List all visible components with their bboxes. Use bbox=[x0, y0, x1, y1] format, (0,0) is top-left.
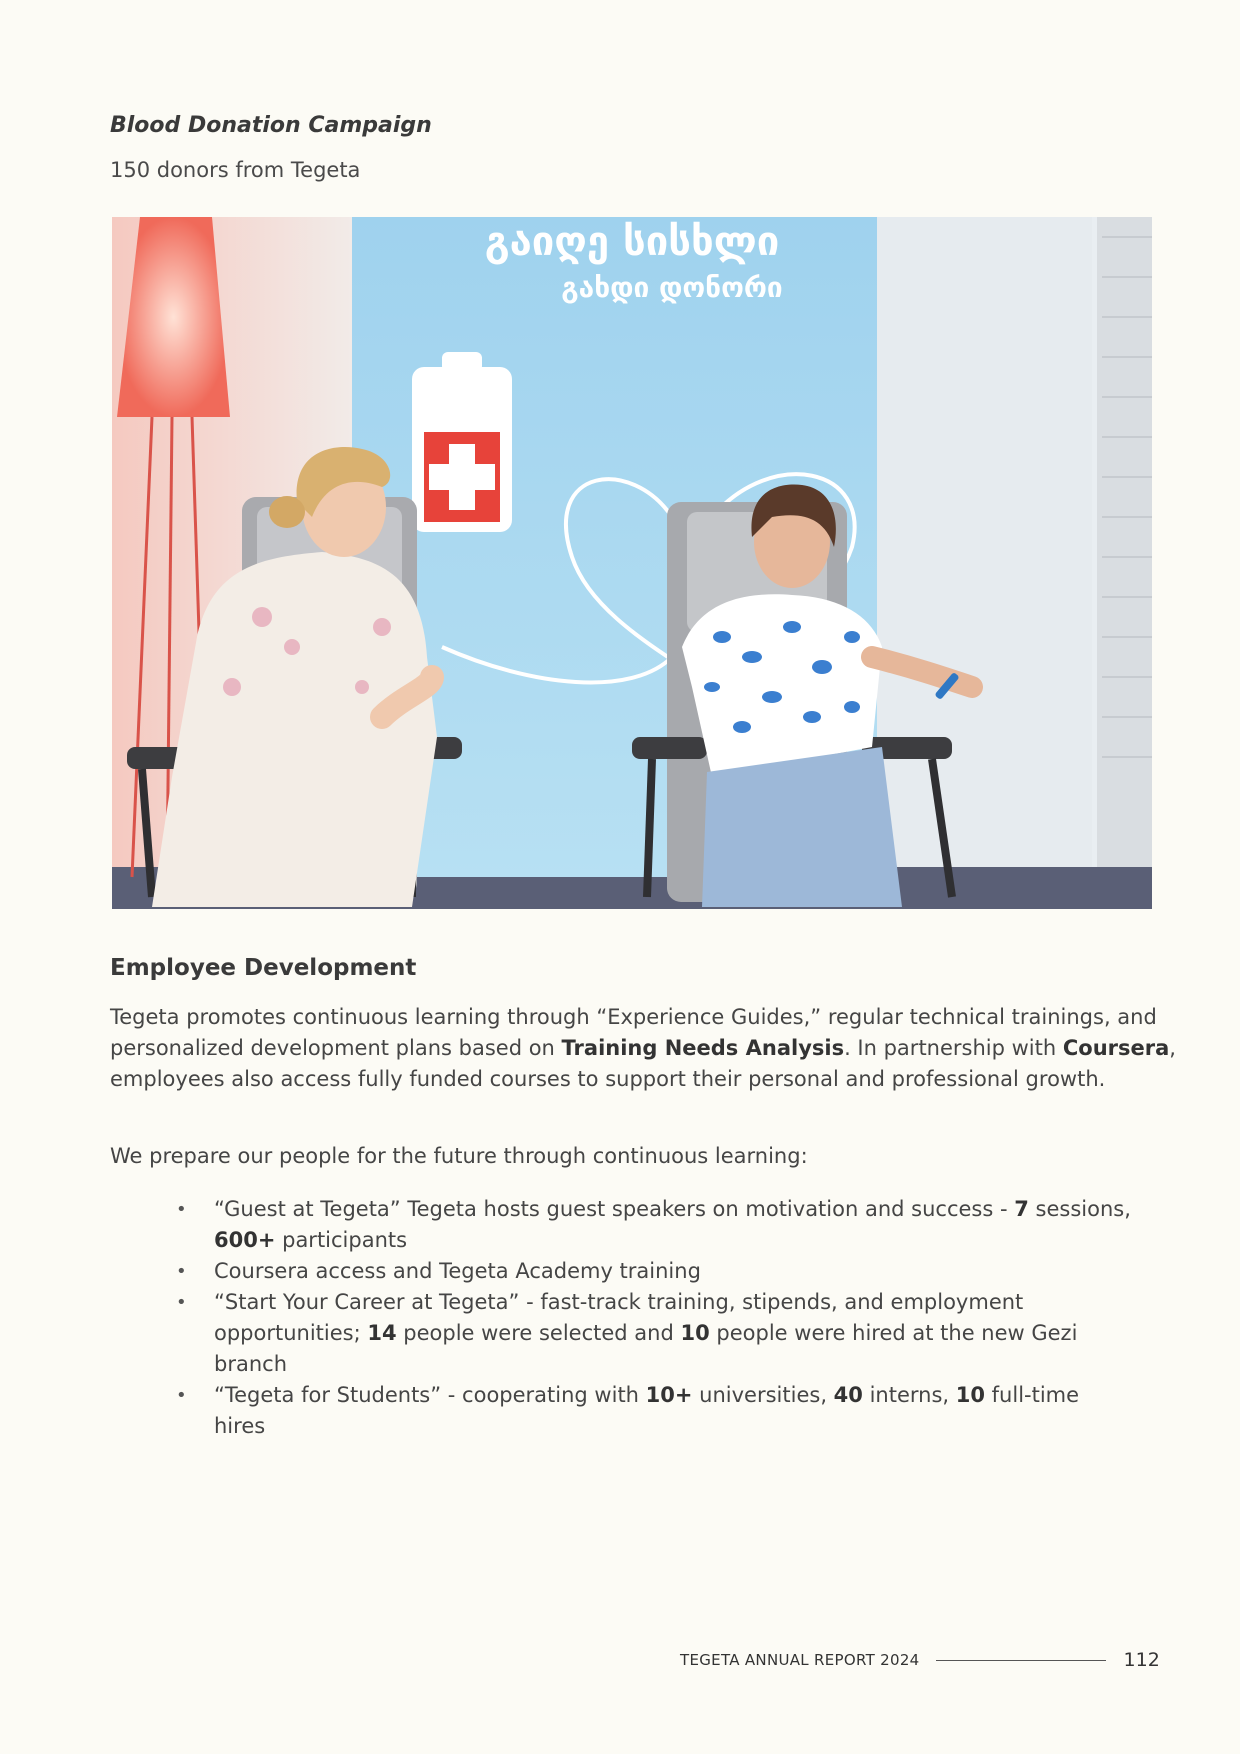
footer-report-label: TEGETA ANNUAL REPORT 2024 bbox=[680, 1651, 920, 1669]
list-item: • “Tegeta for Students” - cooperating with 10+ universities, 40 interns, 10 full-time hires bbox=[176, 1383, 1080, 1438]
campaign-heading: Blood Donation Campaign bbox=[110, 113, 432, 138]
development-paragraph: Tegeta promotes continuous learning through “Experience Guides,” regular technical trainings, and personalized development plans based on Training Needs Analysis. In partnership with Coursera, employees also access fully funded courses to support their personal and professional growth. bbox=[110, 1005, 1176, 1091]
list-item: • “Start Your Career at Tegeta” - fast-track training, stipends, and employment opportunities; 14 people were selected and 10 people were hired at the new Gezi branch bbox=[176, 1290, 1078, 1376]
list-item: • “Guest at Tegeta” Tegeta hosts guest speakers on motivation and success - 7 sessions, 600+ participants bbox=[176, 1197, 1131, 1252]
campaign-subtitle: 150 donors from Tegeta bbox=[110, 158, 361, 182]
employee-development-title: Employee Development bbox=[110, 955, 417, 981]
banner-text-line1: გაიღე სისხლი bbox=[484, 219, 780, 265]
page-footer bbox=[680, 1646, 1160, 1674]
banner-text-line2: გახდი დონორი bbox=[561, 271, 783, 304]
list-item: • Coursera access and Tegeta Academy training bbox=[176, 1259, 701, 1283]
learning-intro-paragraph: We prepare our people for the future through continuous learning: bbox=[110, 1144, 808, 1168]
footer-divider bbox=[936, 1660, 1106, 1661]
blood-donation-photo bbox=[112, 217, 1152, 909]
learning-bullet-list bbox=[172, 1194, 1132, 1442]
page-number: 112 bbox=[1123, 1649, 1160, 1671]
blood-bag-icon bbox=[412, 352, 512, 532]
